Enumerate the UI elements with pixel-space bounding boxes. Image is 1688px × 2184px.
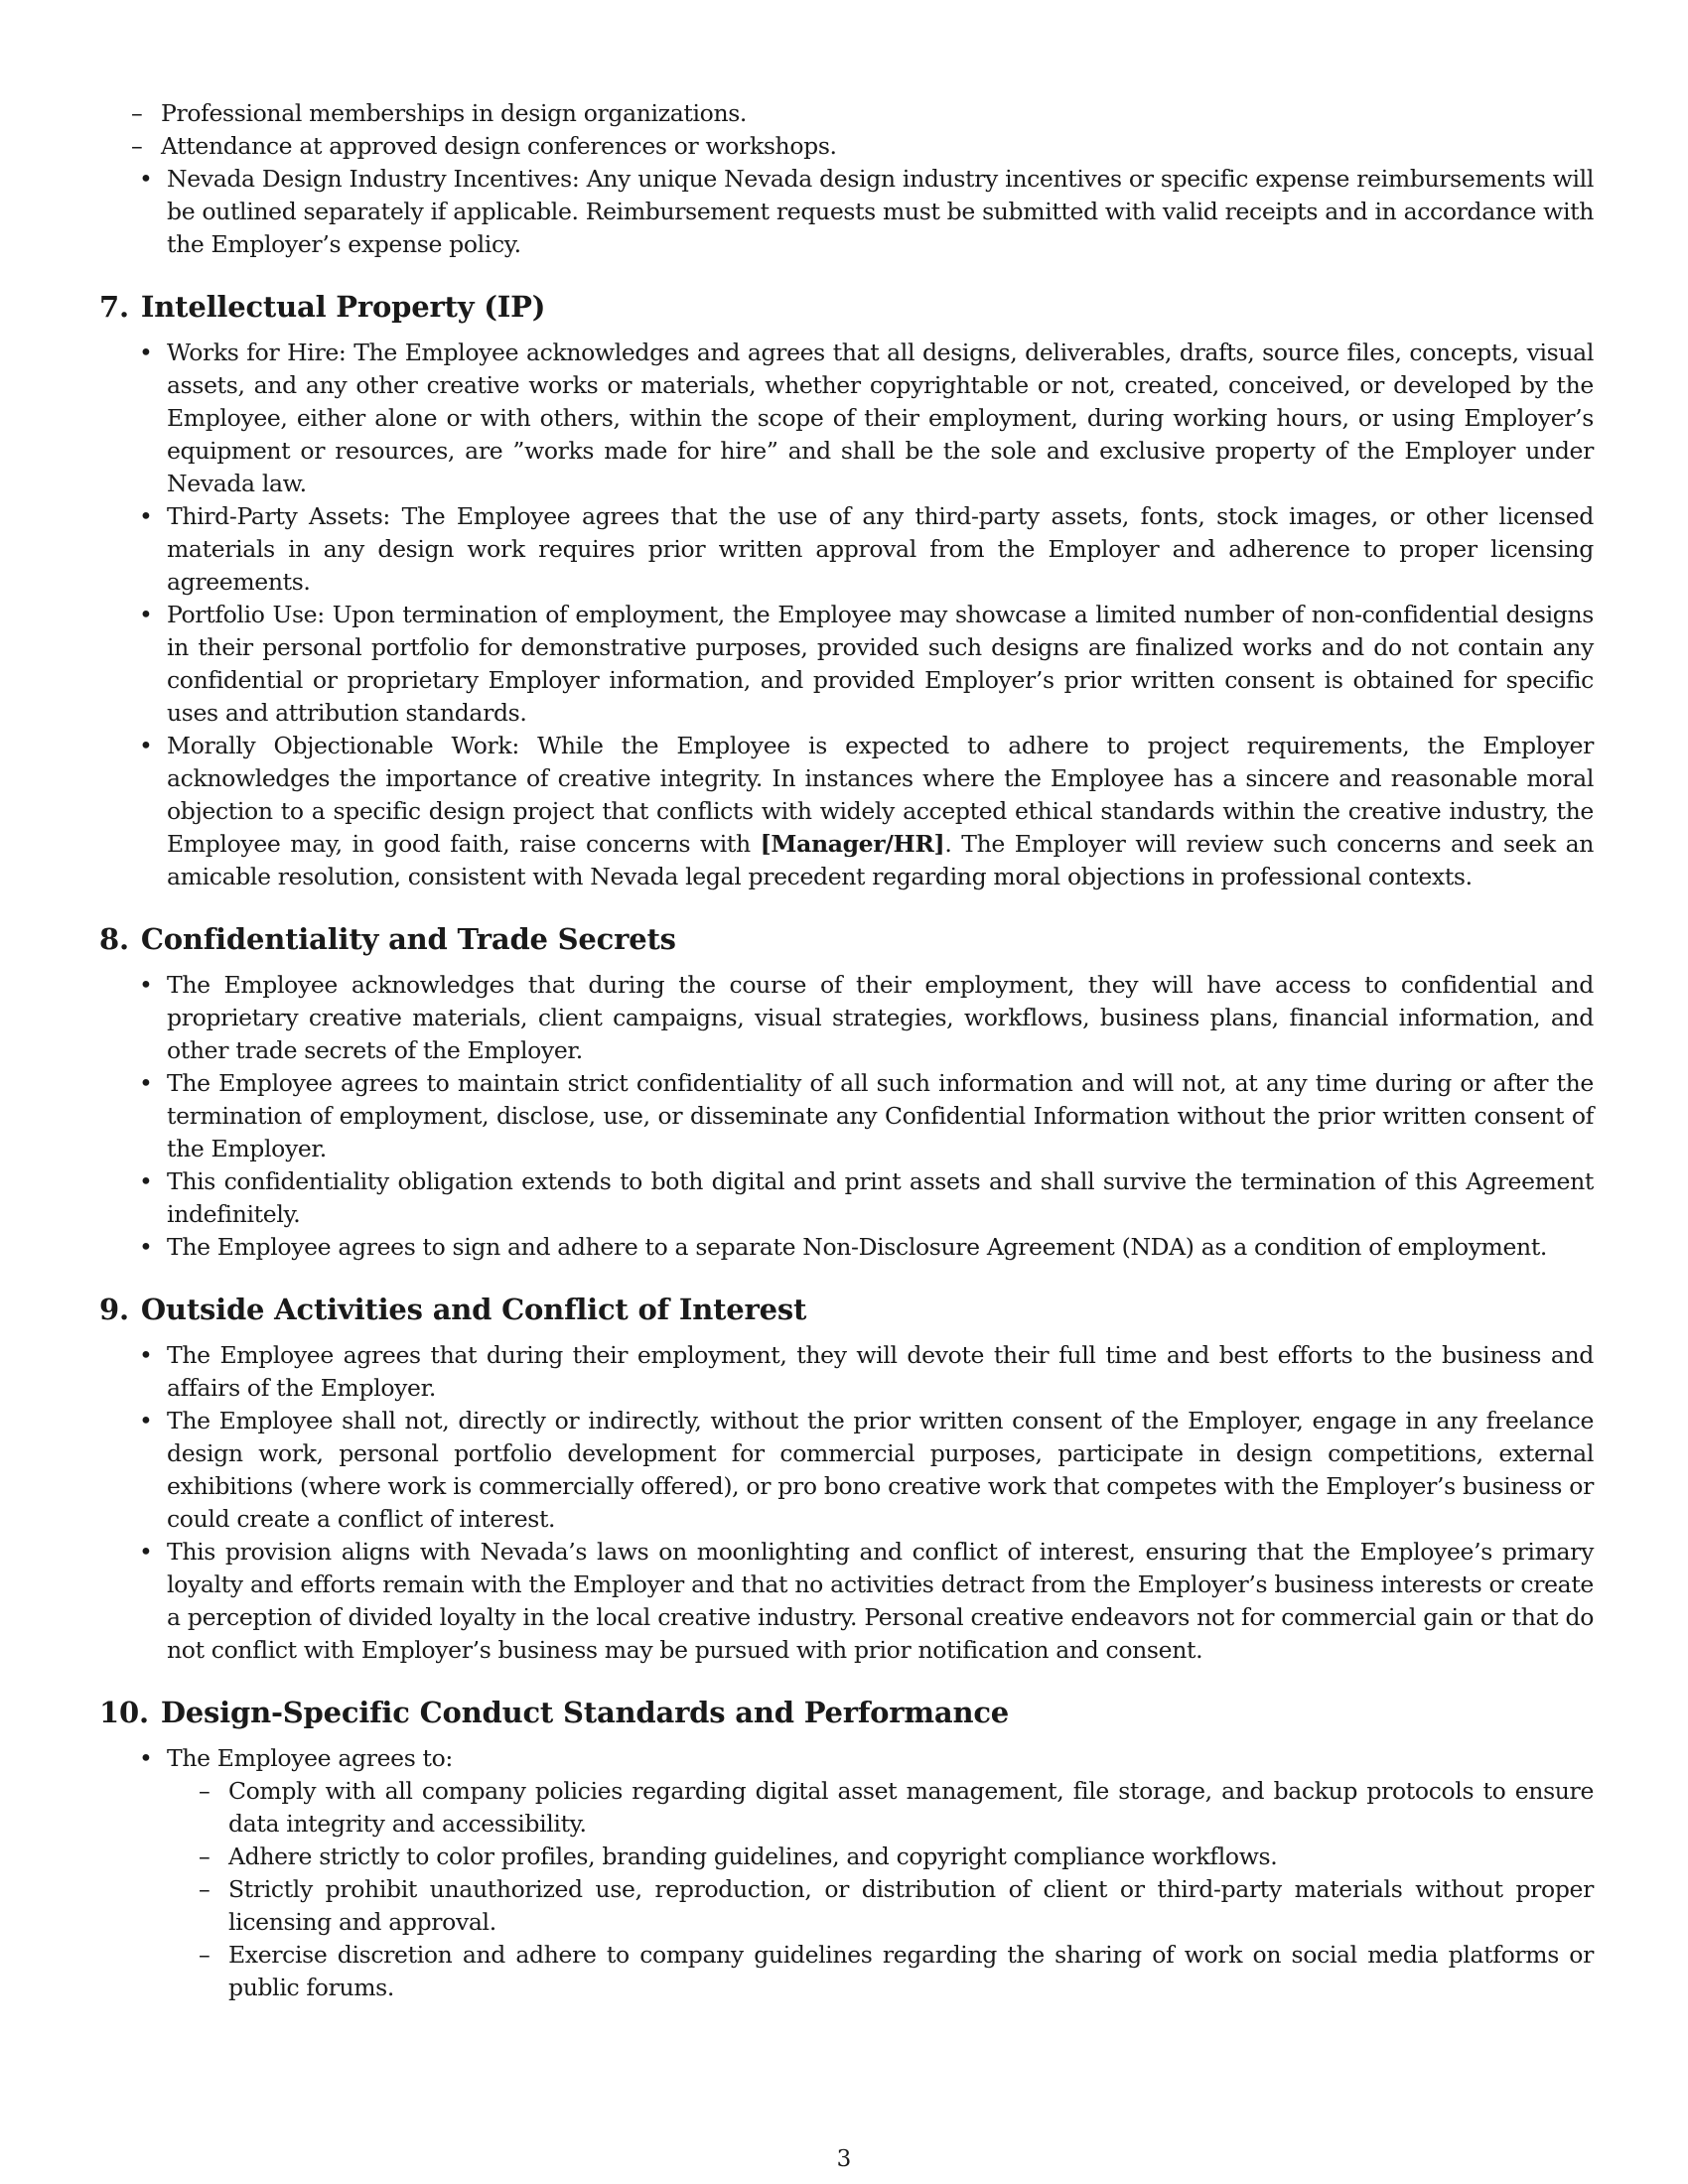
list-item: • The Employee acknowledges that during the course of their employment, they will have access to confidential and proprietary creative materials, client campaigns, visual strategies, workflows, business plans, financial information, and other trade secrets of the Employer. [167, 969, 1594, 1067]
section-number: 8. [99, 922, 129, 956]
list-item: • The Employee agrees to sign and adhere to a separate Non-Disclosure Agreement (NDA) as a condition of employment. [167, 1231, 1594, 1264]
section-9-heading [99, 1292, 1594, 1327]
list-item: • This provision aligns with Nevada’s laws on moonlighting and conflict of interest, ensuring that the Employee’s primary loyalty and efforts remain with the Employer and that no activities detract from the Employer’s business interests or create a perception of divided loyalty in the local creative industry. Personal creative endeavors not for commercial gain or that do not conflict with Employer’s business may be pursued with prior notification and consent. [167, 1536, 1594, 1667]
document-page [99, 97, 1594, 2004]
list-item: • The Employee shall not, directly or indirectly, without the prior written consent of the Employer, engage in any freelance design work, personal portfolio development for commercial purposes, participate in design competitions, external exhibitions (where work is commercially offered), or pro bono creative work that competes with the Employer’s business or could create a conflict of interest. [167, 1405, 1594, 1536]
list-intro: The Employee agrees to: [167, 1744, 453, 1772]
section-title: Outside Activities and Conflict of Interest [140, 1293, 807, 1326]
list-item: • Nevada Design Industry Incentives: Any unique Nevada design industry incentives or specific expense reimbursements will be outlined separately if applicable. Reimbursement requests must be submitted with valid receipts and in accordance with the Employer’s expense policy. [167, 163, 1594, 261]
section-10-heading [99, 1695, 1594, 1730]
list-item: – Attendance at approved design conferences or workshops. [161, 130, 1594, 163]
list-item [167, 730, 1594, 893]
section-number: 9. [99, 1293, 129, 1326]
section-title: Intellectual Property (IP) [140, 290, 546, 324]
list-item: • Third-Party Assets: The Employee agrees that the use of any third-party assets, fonts, stock images, or other licensed materials in any design work requires prior written approval from the Employer and adherence to proper licensing agreements. [167, 500, 1594, 599]
list-item [167, 1742, 1594, 2004]
list-item: – Comply with all company policies regarding digital asset management, file storage, and backup protocols to ensure data integrity and accessibility. [228, 1775, 1594, 1841]
section-7-list [99, 337, 1594, 893]
section-10-list [99, 1742, 1594, 2004]
list-item: • Works for Hire: The Employee acknowledges and agrees that all designs, deliverables, drafts, source files, concepts, visual assets, and any other creative works or materials, whether copyrightable or not, created, conceived, or developed by the Employee, either alone or with others, within the scope of their employment, during working hours, or using Employer’s equipment or resources, are ”works made for hire” and shall be the sole and exclusive property of the Employer under Nevada law. [167, 337, 1594, 500]
section-number: 10. [99, 1696, 149, 1729]
list-item: • The Employee agrees that during their employment, they will devote their full time and best efforts to the business and affairs of the Employer. [167, 1339, 1594, 1405]
section-title: Confidentiality and Trade Secrets [140, 922, 676, 956]
section-7-heading [99, 289, 1594, 325]
list-item: – Adhere strictly to color profiles, branding guidelines, and copyright compliance workflows. [228, 1841, 1594, 1873]
section-8-heading [99, 921, 1594, 957]
page-number: 3 [836, 2146, 852, 2172]
list-item: – Strictly prohibit unauthorized use, reproduction, or distribution of client or third-party materials without proper licensing and approval. [228, 1873, 1594, 1939]
section-9-list [99, 1339, 1594, 1667]
list-item: • Portfolio Use: Upon termination of employment, the Employee may showcase a limited number of non-confidential designs in their personal portfolio for demonstrative purposes, provided such designs are finalized works and do not contain any confidential or proprietary Employer information, and provided Employer’s prior written consent is obtained for specific uses and attribution standards. [167, 599, 1594, 730]
placeholder-text: [Manager/HR] [760, 830, 945, 858]
list-item: – Professional memberships in design organizations. [161, 97, 1594, 130]
text-run: Morally Objectionable Work: While the Employee is expected to adhere to project requirements, the Employer acknowledges the importance of creative integrity. In instances where the Employee has a sincere and reasonable moral objection to a specific design project that conflicts with widely accepted ethical standards within the creative industry, the Employee may, in good faith, raise concerns with [167, 732, 1594, 858]
section-number: 7. [99, 290, 129, 324]
list-item: – Exercise discretion and adhere to company guidelines regarding the sharing of work on social media platforms or public forums. [228, 1939, 1594, 2004]
text-run: . The Employer will review such concerns and seek an amicable resolution, consistent with Nevada legal precedent regarding moral objections in professional contexts. [167, 830, 1595, 890]
list-item: • The Employee agrees to maintain strict confidentiality of all such information and will not, at any time during or after the termination of employment, disclose, use, or disseminate any Confidential Information without the prior written consent of the Employer. [167, 1067, 1594, 1165]
section-title: Design-Specific Conduct Standards and Performance [160, 1696, 1010, 1729]
list-item: • This confidentiality obligation extends to both digital and print assets and shall survive the termination of this Agreement indefinitely. [167, 1165, 1594, 1231]
continued-list [99, 163, 1594, 261]
sublist [167, 1775, 1594, 2004]
section-8-list [99, 969, 1594, 1264]
continued-sublist [99, 97, 1594, 163]
